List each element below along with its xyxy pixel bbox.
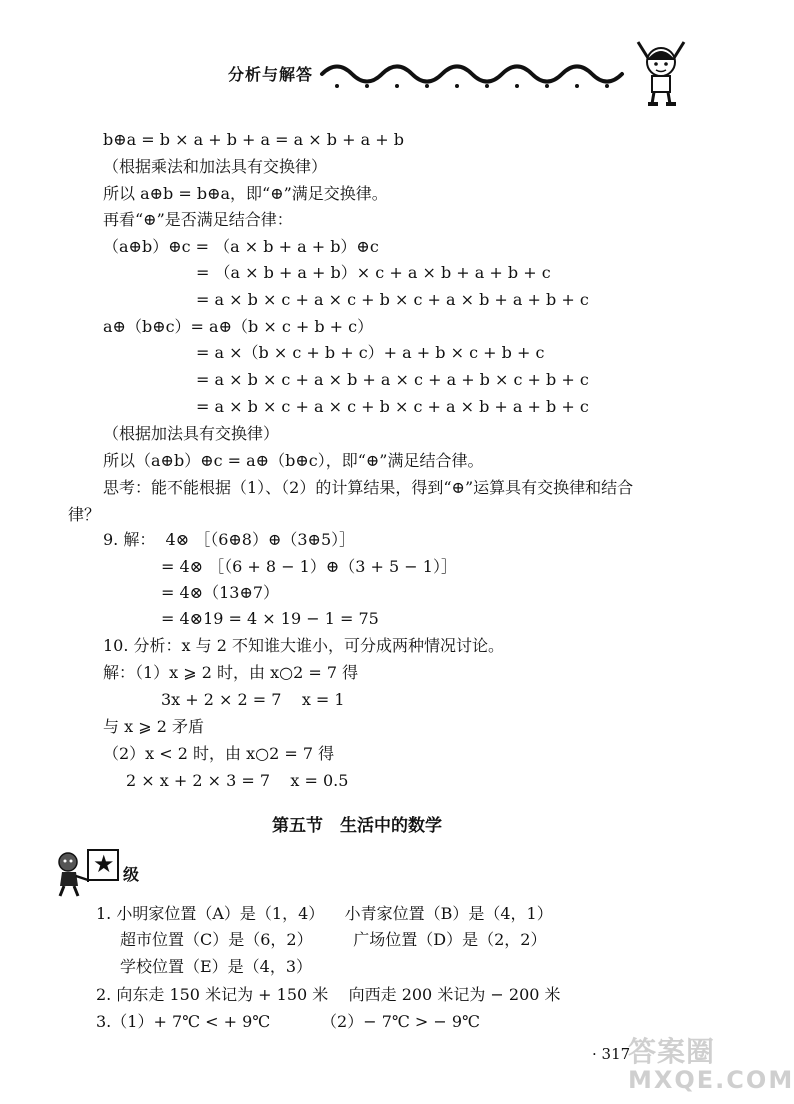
page-number: · 317	[592, 1045, 631, 1063]
text-line: = a × b × c + a × b + a × c + a + b × c + b + c	[196, 370, 589, 389]
text-line: 10. 分析：x 与 2 不知谁大谁小，可分成两种情况讨论。	[103, 636, 504, 655]
answer-line: 学校位置（E）是（4，3）	[120, 957, 313, 976]
page-header-title: 分析与解答	[228, 65, 314, 84]
text-line: 所以 a⊕b = b⊕a，即“⊕”满足交换律。	[103, 184, 388, 203]
text-line: a⊕（b⊕c）= a⊕（b × c + b + c）	[103, 317, 374, 336]
text-line: 律？	[68, 505, 101, 524]
answer-line: 超市位置（C）是（6，2） 广场位置（D）是（2，2）	[120, 930, 547, 949]
text-line: = a ×（b × c + b + c）+ a + b × c + b + c	[196, 343, 545, 362]
section-title: 第五节 生活中的数学	[272, 816, 442, 836]
text-line: b⊕a = b × a + b + a = a × b + a + b	[103, 130, 404, 149]
text-line: （2）x < 2 时，由 x○2 = 7 得	[103, 744, 335, 763]
text-line: 解：（1）x ⩾ 2 时，由 x○2 = 7 得	[103, 663, 359, 682]
text-line: 所以（a⊕b）⊕c = a⊕（b⊕c），即“⊕”满足结合律。	[103, 451, 484, 470]
text-line: = 4⊗（13⊕7）	[161, 583, 280, 602]
text-line: 9. 解： 4⊗ ［（6⊕8）⊕（3⊕5）］	[103, 530, 356, 549]
watermark-url: MXQE.COM	[628, 1066, 794, 1094]
answer-line: 1. 小明家位置（A）是（1，4） 小青家位置（B）是（4，1）	[96, 904, 553, 923]
watermark-logo: 答案圈	[628, 1035, 716, 1068]
girl-cheering-icon	[630, 40, 692, 108]
text-line: 与 x ⩾ 2 矛盾	[103, 717, 204, 736]
text-line: = a × b × c + a × c + b × c + a × b + a + b + c	[196, 397, 589, 416]
text-line: 3x + 2 × 2 = 7 x = 1	[161, 690, 345, 709]
text-line: （根据乘法和加法具有交换律）	[103, 157, 328, 176]
text-line: （根据加法具有交换律）	[103, 424, 280, 443]
text-line: 再看“⊕”是否满足结合律：	[103, 210, 293, 229]
text-line: = 4⊗ ［（6 + 8 − 1）⊕（3 + 5 − 1）］	[161, 557, 457, 576]
level-star: ★	[93, 850, 115, 878]
text-line: = a × b × c + a × c + b × c + a × b + a + b + c	[196, 290, 589, 309]
text-line: （a⊕b）⊕c = （a × b + a + b）⊕c	[103, 237, 379, 256]
level-label: 级	[123, 865, 140, 884]
text-line: = 4⊗19 = 4 × 19 − 1 = 75	[161, 609, 379, 628]
answer-line: 2. 向东走 150 米记为 + 150 米 向西走 200 米记为 − 200 米	[96, 985, 561, 1004]
answer-line: 3.（1）+ 7℃ < + 9℃ （2）− 7℃ > − 9℃	[96, 1012, 480, 1031]
text-line: = （a × b + a + b）× c + a × b + a + b + c	[196, 263, 551, 282]
text-line: 思考：能不能根据（1）、（2）的计算结果，得到“⊕”运算具有交换律和结合	[103, 478, 634, 497]
text-line: 2 × x + 2 × 3 = 7 x = 0.5	[126, 771, 349, 790]
wavy-dotted-line-icon	[322, 60, 634, 90]
